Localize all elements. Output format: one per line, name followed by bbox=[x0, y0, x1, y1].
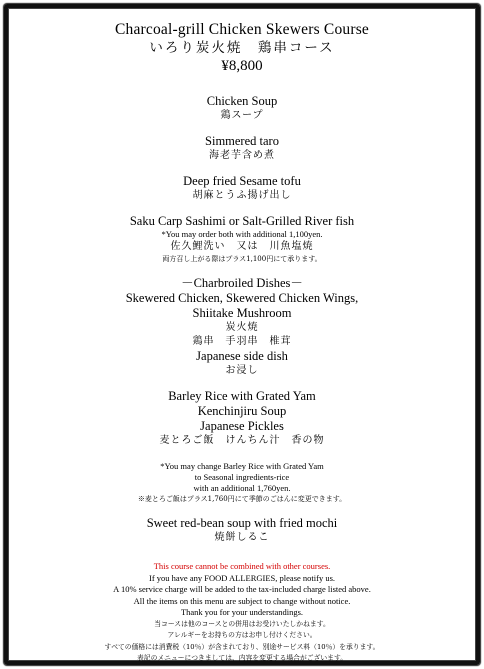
section-heading: －Charbroiled Dishes－ bbox=[181, 276, 303, 290]
menu-item-dessert bbox=[12, 516, 472, 545]
service-charge-notice-ja: すべての価格には消費税（10％）が含まれており、別途サービス料（10％）を承ります。 bbox=[104, 642, 380, 651]
course-menu bbox=[12, 20, 472, 665]
thanks-notice: Thank you for your understandings. bbox=[180, 607, 304, 617]
item-name-ja: 焼餅しるこ bbox=[214, 532, 270, 543]
item-name-ja: 炭火焼 bbox=[225, 322, 259, 333]
service-charge-notice: A 10% service charge will be added to the tax-included charge listed above. bbox=[113, 584, 371, 594]
item-name-en: Japanese side dish bbox=[196, 349, 288, 363]
item-note-ja: 両方召し上がる際はプラス1,100円にて承ります。 bbox=[162, 255, 322, 263]
item-name-en: Skewered Chicken, Skewered Chicken Wings, bbox=[125, 291, 359, 305]
item-name-ja: 佐久鯉洗い 又は 川魚塩焼 bbox=[170, 241, 314, 252]
item-name-en: Barley Rice with Grated Yam bbox=[168, 389, 316, 403]
item-note-en: with an additional 1,760yen. bbox=[193, 483, 291, 493]
item-name-en: Japanese Pickles bbox=[200, 419, 284, 433]
item-name-en: Chicken Soup bbox=[206, 94, 278, 108]
item-note-en: *You may change Barley Rice with Grated Yam bbox=[160, 461, 324, 471]
item-name-en: Saku Carp Sashimi or Salt-Grilled River fish bbox=[129, 214, 355, 228]
item-name-en: Kenchinjiru Soup bbox=[197, 404, 287, 418]
combination-warning: This course cannot be combined with other courses. bbox=[153, 561, 331, 571]
item-name-ja: 鶏串 手羽串 椎茸 bbox=[192, 336, 292, 347]
item-name-en: Deep fried Sesame tofu bbox=[183, 174, 301, 188]
course-price: ¥8,800 bbox=[221, 58, 263, 74]
change-notice: All the items on this menu are subject to change without notice. bbox=[133, 595, 351, 606]
course-title-ja: いろり炭火焼 鶏串コース bbox=[149, 40, 335, 55]
item-name-ja: 鶏スープ bbox=[220, 110, 264, 121]
combination-warning-ja: 当コースは他のコースとの併用はお受けいたしかねます。 bbox=[154, 619, 330, 628]
menu-item-taro bbox=[12, 134, 472, 163]
item-name-en: Shiitake Mushroom bbox=[192, 306, 292, 320]
allergy-notice-ja: アレルギーをお持ちの方はお申し付けください。 bbox=[167, 631, 317, 639]
allergy-notice: If you have any FOOD ALLERGIES, please notify us. bbox=[148, 572, 336, 583]
item-name-ja: 麦とろご飯 けんちん汁 香の物 bbox=[159, 435, 325, 446]
item-name-ja: 胡麻とうふ揚げ出し bbox=[192, 190, 292, 201]
menu-item-soup bbox=[12, 94, 472, 123]
menu-item-rice-note bbox=[12, 461, 472, 505]
item-name-ja: 海老芋含め煮 bbox=[209, 150, 275, 161]
menu-item-carp-or-fish bbox=[12, 214, 472, 265]
menu-item-sesame-tofu bbox=[12, 174, 472, 203]
item-name-ja: お浸し bbox=[225, 365, 259, 376]
item-note-ja: ※麦とろご飯はプラス1,760円にて季節のごはんに変更できます。 bbox=[137, 495, 347, 503]
menu-footer bbox=[12, 561, 472, 665]
menu-item-barley-rice bbox=[12, 389, 472, 448]
item-name-en: Simmered taro bbox=[205, 134, 279, 148]
menu-item-charbroiled bbox=[12, 276, 472, 378]
course-title-en: Charcoal-grill Chicken Skewers Course bbox=[114, 21, 370, 38]
item-note-en: to Seasonal ingredients-rice bbox=[194, 472, 290, 482]
item-name-en: Sweet red-bean soup with fried mochi bbox=[146, 516, 338, 530]
change-notice-ja: 表記のメニューにつきましては、内容を変更する場合がございます。 bbox=[136, 654, 348, 662]
item-note-en: *You may order both with additional 1,100yen. bbox=[161, 229, 323, 239]
